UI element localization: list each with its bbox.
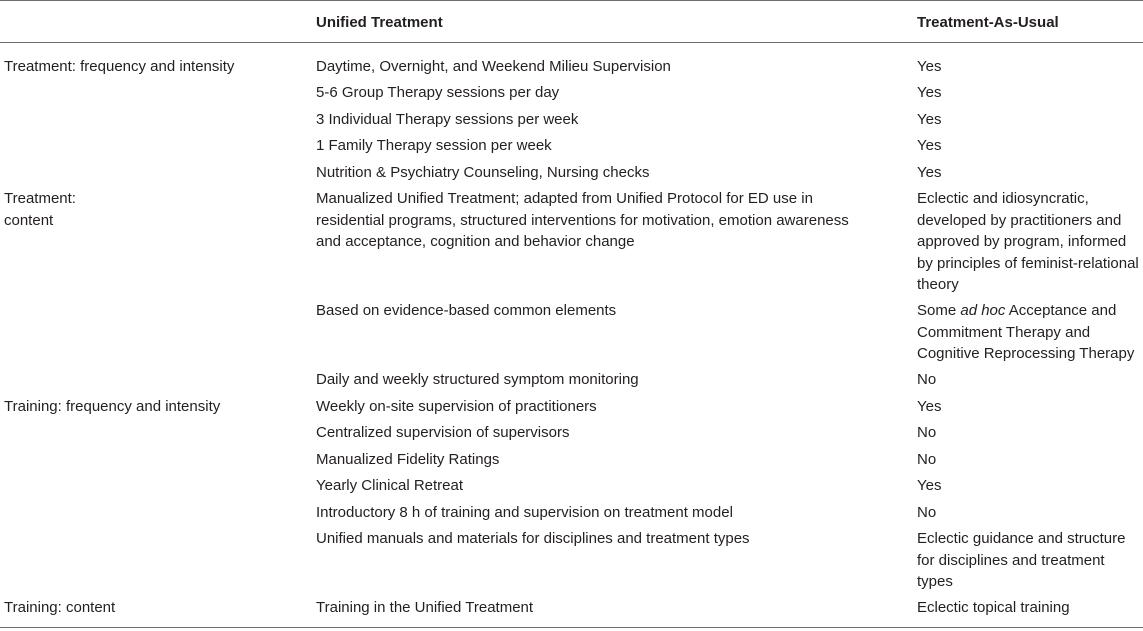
row-tau: Yes	[917, 58, 942, 75]
row-tau: Yes	[917, 111, 942, 128]
row-unified: Yearly Clinical Retreat	[316, 477, 464, 494]
row-tau: Yes	[917, 477, 942, 494]
table-header-rule	[0, 42, 1143, 43]
row-tau: Yes	[917, 398, 942, 415]
row-tau: Yes	[917, 84, 942, 101]
row-tau: No	[917, 451, 937, 468]
row-unified: Nutrition & Psychiatry Counseling, Nursing checks	[316, 164, 650, 181]
table-bottom-rule	[0, 627, 1143, 628]
row-category: Treatment: content	[4, 190, 76, 229]
row-unified: Training in the Unified Treatment	[316, 599, 534, 616]
row-unified: Manualized Unified Treatment; adapted from Unified Protocol for ED use in residential programs, structured interventions for motivation, emotion awareness and acceptance, cognition and behavior change	[316, 190, 849, 250]
row-category: Training: frequency and intensity	[4, 398, 221, 415]
row-tau: Eclectic topical training	[917, 599, 1070, 616]
row-unified: Manualized Fidelity Ratings	[316, 451, 500, 468]
table-top-rule	[0, 0, 1143, 1]
row-unified: Weekly on-site supervision of practitioners	[316, 398, 597, 415]
row-tau: Some ad hoc Acceptance and Commitment Therapy and Cognitive Reprocessing Therapy	[917, 302, 1135, 362]
row-unified: Based on evidence-based common elements	[316, 302, 617, 319]
row-unified: Introductory 8 h of training and supervision on treatment model	[316, 504, 733, 521]
row-unified: Daytime, Overnight, and Weekend Milieu Supervision	[316, 58, 671, 75]
row-tau: No	[917, 504, 937, 521]
header-treatment-as-usual: Treatment-As-Usual	[917, 14, 1059, 31]
row-category: Treatment: frequency and intensity	[4, 58, 235, 75]
row-category: Training: content	[4, 599, 116, 616]
row-tau: No	[917, 424, 937, 441]
header-unified-treatment: Unified Treatment	[316, 14, 443, 31]
row-unified: 5-6 Group Therapy sessions per day	[316, 84, 560, 101]
row-tau: Eclectic guidance and structure for disciplines and treatment types	[917, 530, 1126, 590]
row-tau: Eclectic and idiosyncratic, developed by practitioners and approved by program, informed by principles of feminist-relational theory	[917, 190, 1139, 293]
row-unified: 3 Individual Therapy sessions per week	[316, 111, 579, 128]
row-tau: No	[917, 371, 937, 388]
row-unified: Centralized supervision of supervisors	[316, 424, 570, 441]
row-tau: Yes	[917, 164, 942, 181]
row-unified: Unified manuals and materials for disciplines and treatment types	[316, 530, 750, 547]
row-unified: Daily and weekly structured symptom monitoring	[316, 371, 639, 388]
row-tau: Yes	[917, 137, 942, 154]
row-unified: 1 Family Therapy session per week	[316, 137, 552, 154]
